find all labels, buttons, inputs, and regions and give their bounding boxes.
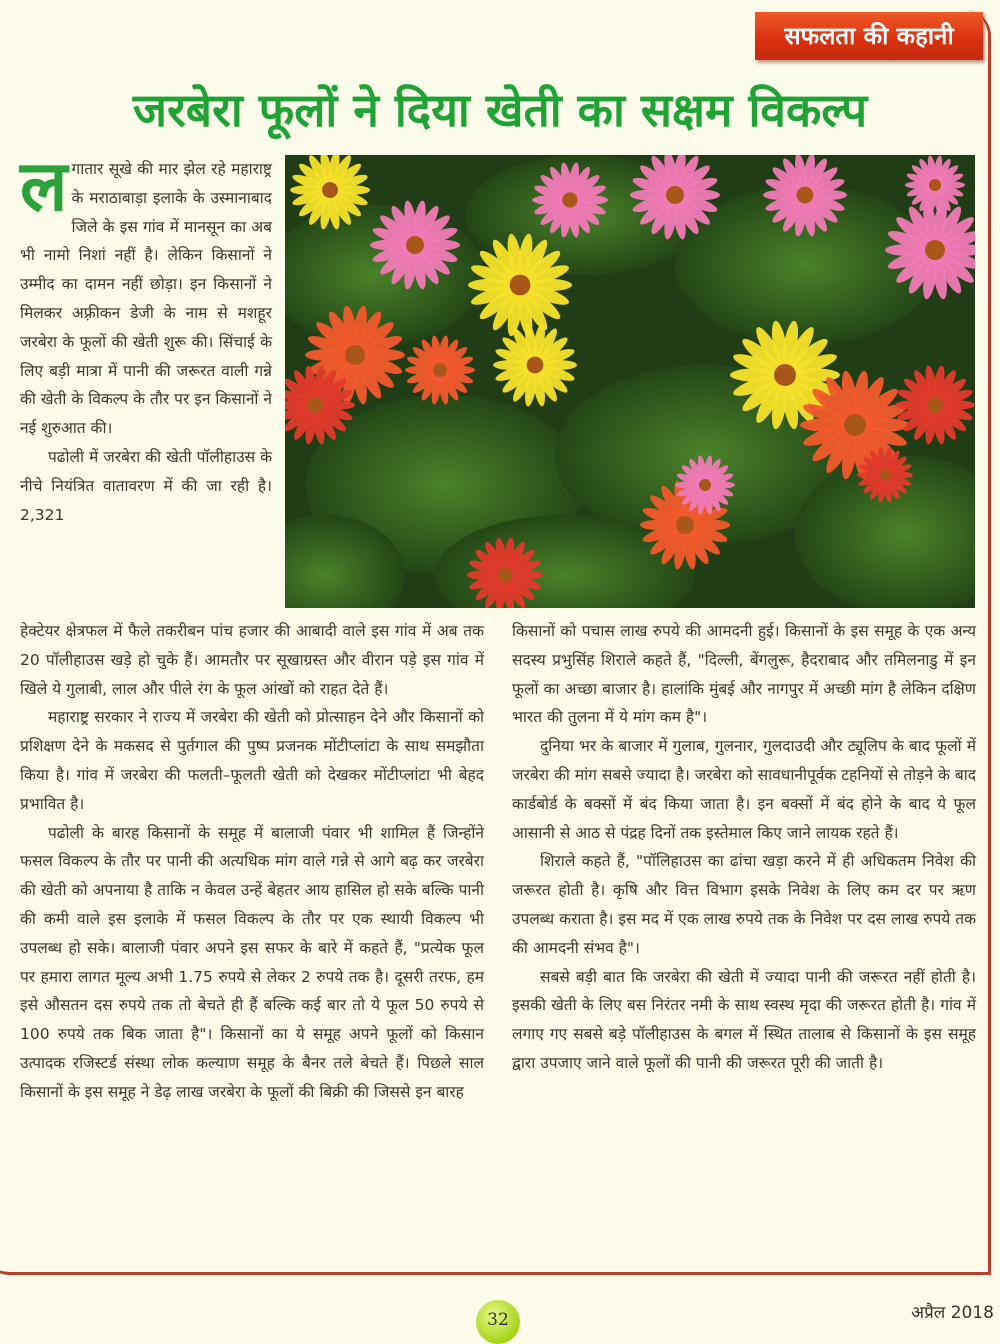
paragraph-7: सबसे बड़ी बात कि जरबेरा की खेती में ज्यादा पानी की जरूरत नहीं होती है। इसकी खेती के लिए बस निरंतर नमी के साथ स्वस्थ मृदा की जरूरत होती है। गांव में लगाए गए सबसे बड़े पॉलीहाउस के बगल में स्थित तालाब से किसानों के इस समूह द्वारा उपजाए जाने वाले फूलों की पानी की जरूरत पूरी की जाती है। [512,967,976,1072]
page-number: 32 [476,1300,520,1344]
gerbera-flowers-photo [285,155,975,608]
paragraph-3: महाराष्ट्र सरकार ने राज्य में जरबेरा की खेती को प्रोत्साहन देने और किसानों को प्रशिक्षण देने के मकसद से पुर्तगाल की पुष्प प्रजनक मोंटीप्लांटा के साथ समझौता किया है। गांव में जरबेरा की फलती–फूलती खेती को देखकर मोंटीप्लांटा भी बेहद प्रभावित है। [20,708,484,813]
column-left-top [20,145,272,529]
paragraph-4: पढोली के बारह किसानों के समूह में बालाजी पंवार भी शामिल हैं जिन्होंने फसल विकल्प के तौर पर पानी की अत्यधिक मांग वाले गन्ने से आगे बढ़ कर जरबेरा की खेती को अपनाया है ताकि न केवल उन्हें बेहतर आय हासिल हो सके बल्कि पानी की कमी वाले इस इलाके में फसल विकल्प के तौर पर एक स्थायी विकल्प भी उपलब्ध हो सके। बालाजी पंवार अपने इस सफर के बारे में कहते हैं, "प्रत्येक फूल पर हमारा लागत मूल्य अभी 1.75 रुपये से लेकर 2 रुपये तक है। दूसरी तरफ, हम इसे औसतन दस रुपये तक तो बेचते ही हैं बल्कि कई बार तो ये फूल 50 रुपये से 100 रुपये तक बिक जाता है"। किसानों का ये समूह अपने फूलों को किसान उत्पादक रजिस्टर्ड संस्था लोक कल्याण समूह के बैनर तले बेचते हैं। पिछले साल किसानों के इस समूह ने डेढ़ लाख जरबेरा के फूलों की बिक्री की जिससे इन बारह [20,823,484,1101]
flowers-illustration [285,155,975,608]
column-left-bottom [20,617,484,1107]
paragraph-6: शिराले कहते हैं, "पॉलिहाउस का ढांचा खड़ा करने में ही अधिकतम निवेश की जरूरत होती है। कृषि और वित्त विभाग इसके निवेश के लिए कम दर पर ऋण उपलब्ध कराता है। इस मद में एक लाख रुपये तक के निवेश पर दस लाख रुपये तक की आमदनी संभव है"। [512,852,976,957]
paragraph-1: गातार सूखे की मार झेल रहे महाराष्ट्र के मराठाबाड़ा इलाके के उस्मानाबाद जिले के इस गांव में मानसून का अब भी नामो निशां नहीं है। लेकिन किसानों ने उम्मीद का दामन नहीं छोड़ा। इन किसानों ने मिलकर अफ़्रीकन डेजी के नाम से मशहूर जरबेरा के फूलों की खेती शुरू की। सिंचाई के लिए बड़ी मात्रा में पानी की जरूरत वाली गन्ने की खेती के विकल्प के तौर पर इन किसानों ने नई शुरुआत की। [20,160,272,438]
paragraph-5: दुनिया भर के बाजार में गुलाब, गुलनार, गुलदाउदी और ट्यूलिप के बाद फूलों में जरबेरा की मांग सबसे ज्यादा है। जरबेरा को सावधानीपूर्वक टहनियों से तोड़ने के बाद कार्डबोर्ड के बक्सों में बंद किया जाता है। इन बक्सों में बंद होने के बाद ये फूल आसानी से आठ से पंद्रह दिनों तक इस्तेमाल किए जाने लायक रहते हैं। [512,737,976,842]
paragraph-2-continued: हेक्टेयर क्षेत्रफल में फैले तकरीबन पांच हजार की आबादी वाले इस गांव में अब तक 20 पॉलीहाउस खड़े हो चुके हैं। आमतौर पर सूखाग्रस्त और वीरान पड़े इस गांव में खिले ये गुलाबी, लाल और पीले रंग के फूल आंखों को राहत देते हैं। [20,622,484,698]
paragraph-4-continued: किसानों को पचास लाख रुपये की आमदनी हुई। किसानों के इस समूह के एक अन्य सदस्य प्रभुसिंह शिराले कहते हैं, "दिल्ली, बेंगलुरू, हैदराबाद और तमिलनाडु में इन फूलों का अच्छा बाजार है। हालांकि मुंबई और नागपुर में अच्छी मांग है लेकिन दक्षिण भारत की तुलना में ये मांग कम है"। [512,622,976,727]
section-badge: सफलता की कहानी [755,12,983,60]
paragraph-2: पढोली में जरबेरा की खेती पॉलीहाउस के नीचे नियंत्रित वातावरण में की जा रही है। 2,321 [20,447,272,524]
drop-cap: ल [20,145,68,227]
column-right [512,617,976,1078]
article-title: जरबेरा फूलों ने दिया खेती का सक्षम विकल्प [132,83,868,137]
issue-date: अप्रैल 2018 [911,1303,994,1323]
